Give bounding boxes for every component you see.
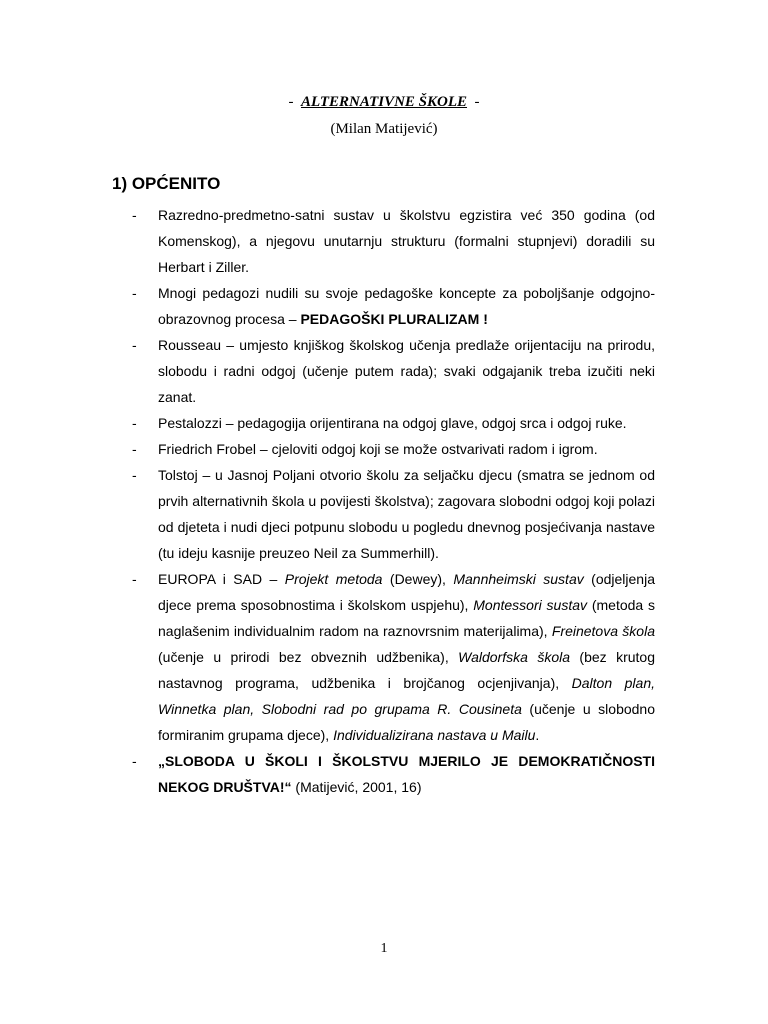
text-run: (bez krutog nastavnog programa, udžbenika i brojčanog ocjenjivanja), — [158, 649, 655, 691]
text-run: Tolstoj – u Jasnoj Poljani otvorio školu za seljačku djecu (smatra se jednom od prvih alternativnih škola u povijesti školstva); zagovara slobodni odgoj koji polazi od djeteta i nudi djeci potpunu slobodu u pogledu dnevnog posjećivanja nastave (tu ideju kasnije preuzeo Neil za Summerhill). — [158, 467, 655, 561]
text-run: Friedrich Frobel – cjeloviti odgoj koji se može ostvarivati radom i igrom. — [158, 441, 598, 457]
list-item-text — [158, 202, 655, 280]
text-run: (metoda s naglašenim individualnim radom na raznovrsnim materijalima), — [158, 597, 656, 639]
list-item-text — [158, 566, 655, 748]
list-dash: - — [132, 207, 137, 223]
list-item — [0, 280, 768, 332]
title-dash-left: - — [288, 94, 294, 110]
text-run: . — [535, 727, 540, 743]
list-dash: - — [132, 415, 137, 431]
text-run: Razredno-predmetno-satni sustav u školstvu egzistira već 350 godina (od Komenskog), a njegovu unutarnju strukturu (formalni stupnjevi) doradili su Herbart i Ziller. — [158, 207, 655, 275]
list-item — [0, 566, 768, 748]
list-item-text — [158, 280, 655, 332]
list-dash: - — [132, 467, 137, 483]
italic-run: Montessori sustav — [473, 597, 588, 613]
title-text: ALTERNATIVNE ŠKOLE — [300, 94, 468, 110]
text-run: (odjeljenja djece prema sposobnostima i školskom uspjehu), — [158, 571, 655, 613]
bold-run: „SLOBODA U ŠKOLI I ŠKOLSTVU MJERILO JE DEMOKRATIČNOSTI NEKOG DRUŠTVA!“ — [158, 753, 655, 795]
document-title — [0, 94, 768, 111]
list-dash: - — [132, 753, 137, 769]
title-dash-right: - — [474, 94, 480, 110]
text-run: (Dewey), — [382, 571, 454, 587]
list-item — [0, 410, 768, 436]
list-item-text — [158, 462, 655, 566]
list-item — [0, 332, 768, 410]
italic-run: Freinetova škola — [551, 623, 655, 639]
list-item-text — [158, 436, 655, 462]
italic-run: Waldorfska škola — [458, 649, 570, 665]
text-run: (učenje u prirodi bez obveznih udžbenika), — [158, 649, 459, 665]
italic-run: Individualizirana nastava u Mailu — [333, 727, 536, 743]
list-item — [0, 202, 768, 280]
italic-run: Mannheimski sustav — [453, 571, 584, 587]
document-author: (Milan Matijević) — [330, 121, 438, 137]
bullet-list — [0, 202, 768, 800]
italic-run: Projekt metoda — [284, 571, 383, 587]
list-item — [0, 748, 768, 800]
text-run: Pestalozzi – pedagogija orijentirana na odgoj glave, odgoj srca i odgoj ruke. — [158, 415, 627, 431]
bold-run: PEDAGOŠKI PLURALIZAM ! — [300, 311, 488, 327]
text-run: Mnogi pedagozi nudili su svoje pedagoške koncepte za poboljšanje odgojno-obrazovnog procesa – — [158, 285, 655, 327]
text-run: Rousseau – umjesto knjiškog školskog učenja predlaže orijentaciju na prirodu, slobodu i radni odgoj (učenje putem rada); svaki odgajanik treba izučiti neki zanat. — [158, 337, 655, 405]
list-dash: - — [132, 441, 137, 457]
text-run: EUROPA i SAD – — [158, 571, 285, 587]
italic-run: Dalton plan, Winnetka plan, Slobodni rad po grupama R. Cousineta — [158, 675, 656, 717]
list-dash: - — [132, 337, 137, 353]
list-item-text — [158, 410, 655, 436]
section-heading: 1) OPĆENITO — [112, 174, 221, 193]
list-item — [0, 462, 768, 566]
list-dash: - — [132, 571, 137, 587]
text-run: (učenje u slobodno formiranim grupama djece), — [158, 701, 656, 743]
list-item — [0, 436, 768, 462]
list-dash: - — [132, 285, 137, 301]
list-item-text — [158, 748, 655, 800]
page-number: 1 — [380, 941, 388, 956]
text-run: (Matijević, 2001, 16) — [291, 779, 422, 795]
list-item-text — [158, 332, 655, 410]
